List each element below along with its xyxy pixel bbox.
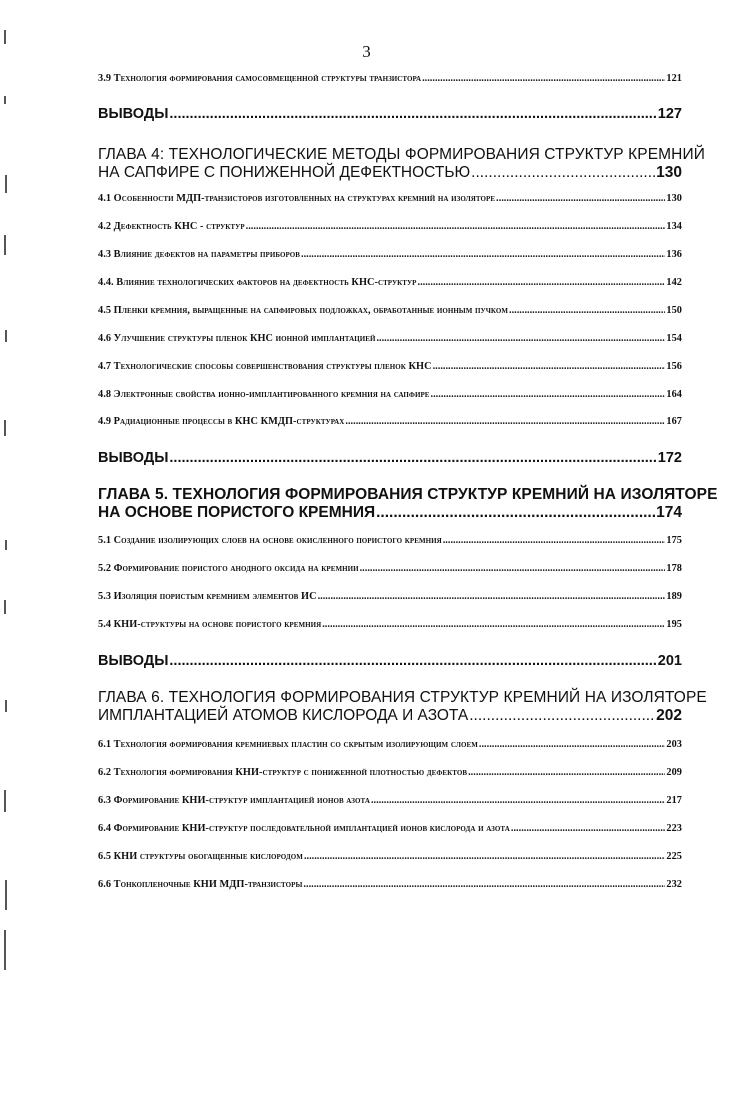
toc-item-number: 5.2: [98, 563, 112, 574]
toc-item: [98, 361, 682, 372]
leader-dots: [468, 767, 665, 778]
chapter-page: 130: [656, 164, 682, 181]
toc-item: [98, 739, 682, 750]
leader-dots: [422, 73, 665, 84]
toc-item-title: Технология формирования КНИ-структур с пониженной плотностью дефектов: [113, 767, 468, 778]
leader-dots: [469, 707, 655, 725]
chapter-title-line2: ИМПЛАНТАЦИЕЙ АТОМОВ КИСЛОРОДА И АЗОТА: [98, 707, 469, 724]
toc-item: [98, 795, 682, 806]
toc-chapter: [98, 689, 707, 725]
toc-item: [98, 221, 682, 232]
toc-item-number: 5.1: [98, 535, 112, 546]
toc-item-title: Формирование КНИ-структур последовательной имплантацией ионов кислорода и азота: [113, 823, 510, 834]
leader-dots: [479, 739, 666, 750]
toc-item-title: Пленки кремния, выращенные на сапфировых подложках, обработанные ионным пучком: [113, 305, 508, 316]
leader-dots: [169, 653, 656, 669]
toc-item-page: 167: [666, 416, 682, 427]
toc-item-title: Технология формирования кремниевых пластин со скрытым изолирующим слоем: [113, 739, 478, 750]
leader-dots: [433, 361, 666, 372]
toc-item-page: 217: [666, 795, 682, 806]
toc-conclusions-page: 201: [657, 653, 682, 669]
toc-item: [98, 249, 682, 260]
toc-chapter: [98, 146, 705, 182]
leader-dots: [371, 795, 665, 806]
toc-item-title: Формирование пористого анодного оксида на кремнии: [113, 563, 359, 574]
toc-item-page: 178: [666, 563, 682, 574]
chapter-title-line2: НА САПФИРЕ С ПОНИЖЕННОЙ ДЕФЕКТНОСТЬЮ: [98, 164, 471, 181]
toc-item-title: Создание изолирующих слоев на основе окисленного пористого кремния: [113, 535, 442, 546]
toc-item-number: 5.3: [98, 591, 112, 602]
toc-item-title: Влияние технологических факторов на дефектность КНС-структур: [116, 277, 417, 288]
leader-dots: [511, 823, 665, 834]
toc-conclusions-page: 127: [657, 106, 682, 122]
toc-item: [98, 333, 682, 344]
leader-dots: [304, 851, 665, 862]
toc-conclusions: [98, 450, 682, 466]
chapter-title-line1: ГЛАВА 6. ТЕХНОЛОГИЯ ФОРМИРОВАНИЯ СТРУКТУР КРЕМНИЙ НА ИЗОЛЯТОРЕ: [98, 689, 707, 706]
toc-item-number: 5.4: [98, 619, 112, 630]
toc-conclusions-label: ВЫВОДЫ: [98, 653, 169, 669]
toc-item-number: 4.8: [98, 389, 112, 400]
leader-dots: [318, 591, 666, 602]
toc-item-number: 6.1: [98, 739, 112, 750]
toc-item: [98, 851, 682, 862]
toc-item-number: 4.7: [98, 361, 112, 372]
toc-item-page: 130: [666, 193, 682, 204]
toc-item: [98, 193, 682, 204]
leader-dots: [169, 450, 656, 466]
toc-item: [98, 389, 682, 400]
toc-item-page: 209: [666, 767, 682, 778]
toc-item-page: 134: [666, 221, 682, 232]
toc-item-number: 4.1: [98, 193, 112, 204]
toc-item-number: 6.5: [98, 851, 112, 862]
toc-item-title: Влияние дефектов на параметры приборов: [113, 249, 300, 260]
toc-item: [98, 73, 682, 84]
toc-item-number: 4.3: [98, 249, 112, 260]
toc-item-title: КНИ структуры обогащенные кислородом: [113, 851, 303, 862]
toc-item: [98, 305, 682, 316]
toc-item-page: 156: [666, 361, 682, 372]
toc-item-title: Улучшение структуры пленок КНС ионной имплантацией: [113, 333, 376, 344]
toc-item-title: Технологические способы совершенствования структуры пленок КНС: [113, 361, 432, 372]
toc-item: [98, 591, 682, 602]
toc-item: [98, 563, 682, 574]
toc-item-title: Электронные свойства ионно-имплантированного кремния на сапфире: [113, 389, 430, 400]
toc-item: [98, 416, 682, 427]
chapter-title-line1: ГЛАВА 5. ТЕХНОЛОГИЯ ФОРМИРОВАНИЯ СТРУКТУР КРЕМНИЙ НА ИЗОЛЯТОРЕ: [98, 486, 718, 503]
toc-item: [98, 277, 682, 288]
toc-item-title: Дефектность КНС - структур: [113, 221, 245, 232]
toc-item-page: 195: [666, 619, 682, 630]
toc-item-number: 4.2: [98, 221, 112, 232]
toc-item-page: 223: [666, 823, 682, 834]
toc-conclusions-page: 172: [657, 450, 682, 466]
leader-dots: [345, 416, 665, 427]
toc-item: [98, 823, 682, 834]
leader-dots: [322, 619, 665, 630]
toc-conclusions-label: ВЫВОДЫ: [98, 450, 169, 466]
toc-item-page: 203: [666, 739, 682, 750]
toc-conclusions: [98, 106, 682, 122]
toc-item-number: 3.9: [98, 73, 112, 84]
toc-item-page: 121: [666, 73, 682, 84]
chapter-title-line2: НА ОСНОВЕ ПОРИСТОГО КРЕМНИЯ: [98, 504, 376, 521]
toc-item-number: 4.4.: [98, 277, 114, 288]
leader-dots: [418, 277, 666, 288]
toc-item: [98, 535, 682, 546]
toc-item-number: 4.9: [98, 416, 112, 427]
toc-item-page: 142: [666, 277, 682, 288]
toc-item-number: 4.5: [98, 305, 112, 316]
toc-conclusions: [98, 653, 682, 669]
leader-dots: [376, 333, 665, 344]
toc-item-number: 6.3: [98, 795, 112, 806]
chapter-page: 202: [656, 707, 682, 724]
leader-dots: [496, 193, 665, 204]
leader-dots: [471, 164, 655, 182]
chapter-page: 174: [656, 504, 682, 521]
toc-item-page: 189: [666, 591, 682, 602]
toc-item-title: КНИ-структуры на основе пористого кремния: [113, 619, 322, 630]
toc-item-page: 164: [666, 389, 682, 400]
toc-item: [98, 879, 682, 890]
toc-item-number: 6.4: [98, 823, 112, 834]
chapter-title-line1: ГЛАВА 4: ТЕХНОЛОГИЧЕСКИЕ МЕТОДЫ ФОРМИРОВАНИЯ СТРУКТУР КРЕМНИЙ: [98, 146, 705, 163]
toc-item-page: 154: [666, 333, 682, 344]
scan-artifacts: [0, 0, 12, 1100]
toc-item-title: Изоляция пористым кремнием элементов ИС: [113, 591, 317, 602]
toc-chapter: [98, 486, 718, 522]
toc-item-title: Технология формирования самосовмещенной структуры транзистора: [113, 73, 422, 84]
toc-item-title: Формирование КНИ-структур имплантацией ионов азота: [113, 795, 370, 806]
toc-item-number: 4.6: [98, 333, 112, 344]
toc-item-page: 150: [666, 305, 682, 316]
toc-conclusions-label: ВЫВОДЫ: [98, 106, 169, 122]
leader-dots: [509, 305, 665, 316]
page-number: 3: [362, 42, 371, 61]
leader-dots: [431, 389, 666, 400]
leader-dots: [376, 504, 655, 522]
toc-item-page: 232: [666, 879, 682, 890]
toc-item-number: 6.2: [98, 767, 112, 778]
leader-dots: [169, 106, 656, 122]
toc-item-page: 225: [666, 851, 682, 862]
leader-dots: [303, 879, 665, 890]
leader-dots: [301, 249, 665, 260]
toc-item-title: Особенности МДП-транзисторов изготовленных на структурах кремний на изоляторе: [113, 193, 496, 204]
toc-item-page: 136: [666, 249, 682, 260]
toc-item-number: 6.6: [98, 879, 112, 890]
toc-item-page: 175: [666, 535, 682, 546]
toc-item: [98, 619, 682, 630]
toc-item: [98, 767, 682, 778]
toc-item-title: Тонкопленочные КНИ МДП-транзисторы: [113, 879, 303, 890]
leader-dots: [360, 563, 666, 574]
toc-item-title: Радиационные процессы в КНС КМДП-структурах: [113, 416, 345, 427]
leader-dots: [443, 535, 666, 546]
leader-dots: [246, 221, 666, 232]
